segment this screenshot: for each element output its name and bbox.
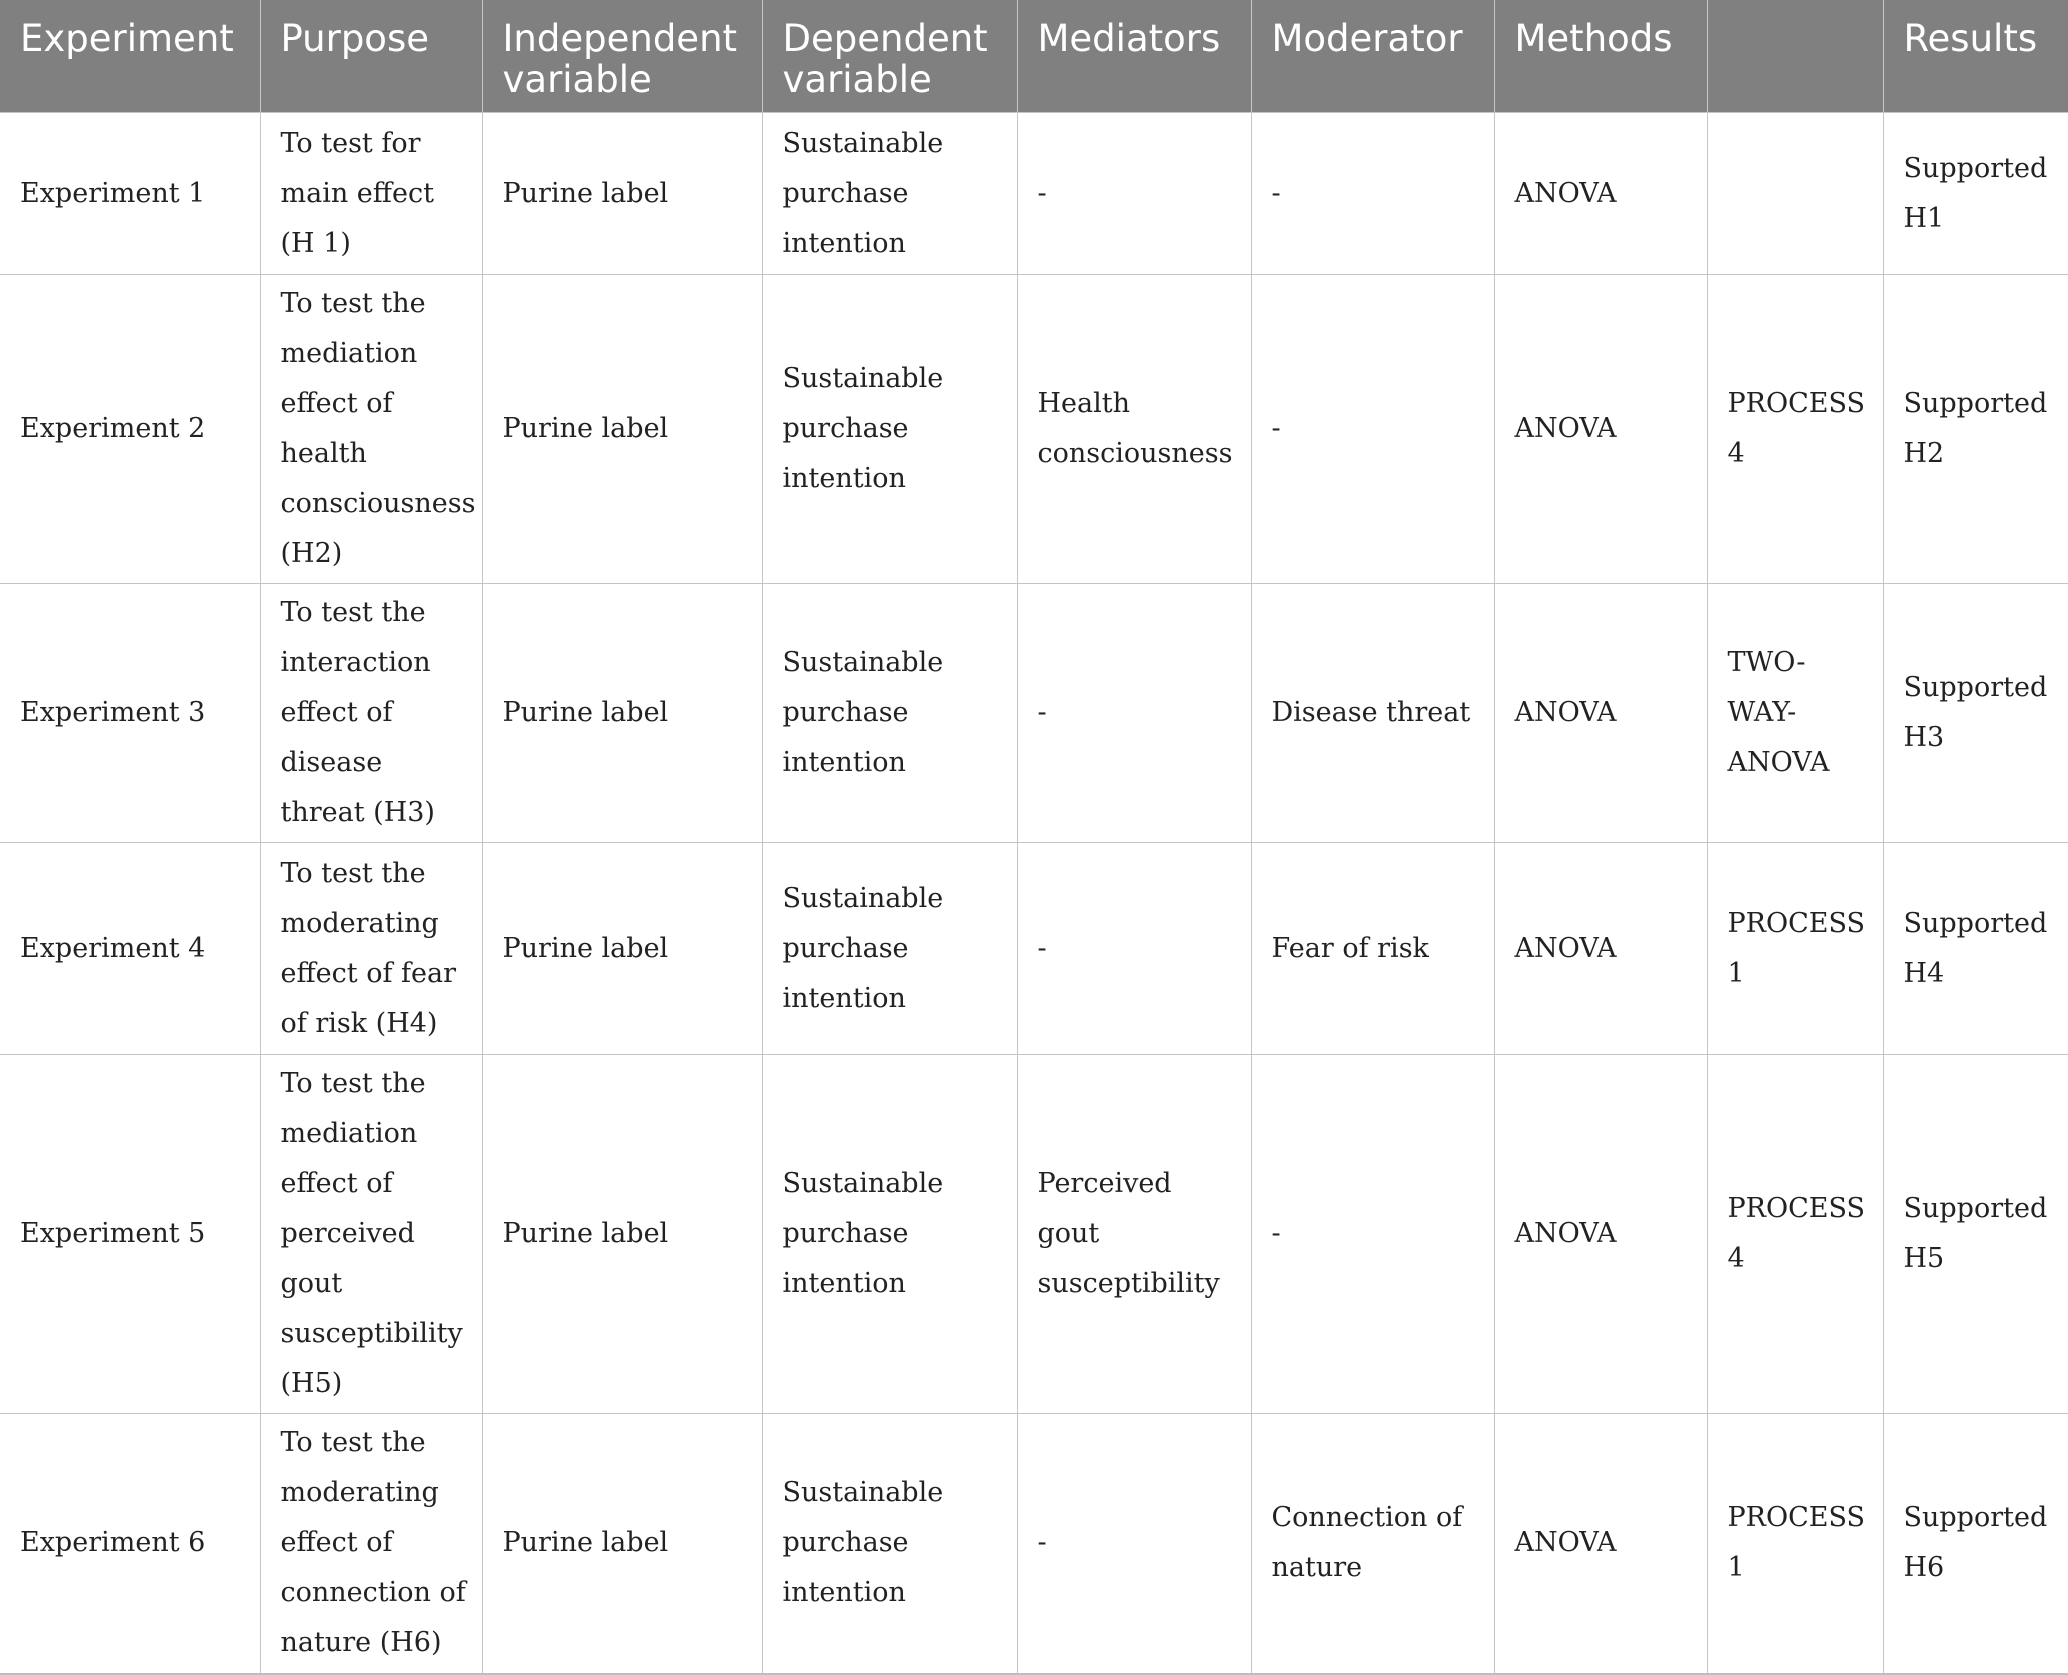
table-row: [0, 1055, 2068, 1414]
cell-independent-variable: Purine label: [482, 113, 762, 275]
cell-experiment: Experiment 4: [0, 843, 260, 1055]
cell-methods-extra: PROCESS 1: [1707, 843, 1883, 1055]
cell-mediators: -: [1017, 843, 1251, 1055]
cell-dependent-variable: Sustainable purchase intention: [762, 843, 1017, 1055]
cell-purpose: To test the moderating effect of fear of risk (H4): [260, 843, 482, 1055]
header-purpose: Purpose: [260, 0, 482, 113]
table-row: [0, 584, 2068, 843]
cell-mediators: Perceived gout susceptibility: [1017, 1055, 1251, 1414]
cell-results: Supported H1: [1883, 113, 2068, 275]
cell-experiment: Experiment 1: [0, 113, 260, 275]
cell-moderator: -: [1251, 1055, 1494, 1414]
cell-methods-extra: PROCESS 1: [1707, 1414, 1883, 1674]
cell-methods-extra: PROCESS 4: [1707, 1055, 1883, 1414]
cell-methods-extra: TWO-WAY-ANOVA: [1707, 584, 1883, 843]
cell-independent-variable: Purine label: [482, 843, 762, 1055]
cell-results: Supported H6: [1883, 1414, 2068, 1674]
header-independent-variable: Independent variable: [482, 0, 762, 113]
cell-mediators: -: [1017, 113, 1251, 275]
table-row: [0, 843, 2068, 1055]
cell-experiment: Experiment 3: [0, 584, 260, 843]
cell-purpose: To test the moderating effect of connection of nature (H6): [260, 1414, 482, 1674]
table-header: [0, 0, 2068, 113]
cell-methods: ANOVA: [1494, 584, 1707, 843]
cell-methods: ANOVA: [1494, 1055, 1707, 1414]
cell-mediators: -: [1017, 584, 1251, 843]
header-methods-extra: [1707, 0, 1883, 113]
cell-purpose: To test the interaction effect of disease threat (H3): [260, 584, 482, 843]
cell-methods-extra: [1707, 113, 1883, 275]
cell-mediators: Health consciousness: [1017, 275, 1251, 584]
header-moderator: Moderator: [1251, 0, 1494, 113]
header-results: Results: [1883, 0, 2068, 113]
cell-dependent-variable: Sustainable purchase intention: [762, 1414, 1017, 1674]
header-experiment: Experiment: [0, 0, 260, 113]
cell-methods: ANOVA: [1494, 113, 1707, 275]
table-row: [0, 113, 2068, 275]
cell-experiment: Experiment 2: [0, 275, 260, 584]
cell-results: Supported H2: [1883, 275, 2068, 584]
cell-moderator: -: [1251, 275, 1494, 584]
cell-moderator: Disease threat: [1251, 584, 1494, 843]
cell-moderator: -: [1251, 113, 1494, 275]
cell-moderator: Fear of risk: [1251, 843, 1494, 1055]
header-methods: Methods: [1494, 0, 1707, 113]
cell-experiment: Experiment 6: [0, 1414, 260, 1674]
table-body: [0, 113, 2068, 1674]
cell-dependent-variable: Sustainable purchase intention: [762, 113, 1017, 275]
cell-results: Supported H5: [1883, 1055, 2068, 1414]
cell-independent-variable: Purine label: [482, 275, 762, 584]
cell-purpose: To test for main effect (H 1): [260, 113, 482, 275]
cell-mediators: -: [1017, 1414, 1251, 1674]
cell-methods: ANOVA: [1494, 1414, 1707, 1674]
cell-dependent-variable: Sustainable purchase intention: [762, 584, 1017, 843]
cell-moderator: Connection of nature: [1251, 1414, 1494, 1674]
cell-independent-variable: Purine label: [482, 1055, 762, 1414]
cell-experiment: Experiment 5: [0, 1055, 260, 1414]
cell-independent-variable: Purine label: [482, 1414, 762, 1674]
cell-results: Supported H4: [1883, 843, 2068, 1055]
cell-methods: ANOVA: [1494, 275, 1707, 584]
cell-independent-variable: Purine label: [482, 584, 762, 843]
cell-dependent-variable: Sustainable purchase intention: [762, 275, 1017, 584]
cell-methods: ANOVA: [1494, 843, 1707, 1055]
table-row: [0, 275, 2068, 584]
cell-dependent-variable: Sustainable purchase intention: [762, 1055, 1017, 1414]
table-row: [0, 1414, 2068, 1674]
cell-purpose: To test the mediation effect of health consciousness (H2): [260, 275, 482, 584]
cell-results: Supported H3: [1883, 584, 2068, 843]
header-row: [0, 0, 2068, 113]
cell-purpose: To test the mediation effect of perceived gout susceptibility (H5): [260, 1055, 482, 1414]
header-mediators: Mediators: [1017, 0, 1251, 113]
cell-methods-extra: PROCESS 4: [1707, 275, 1883, 584]
header-dependent-variable: Dependent variable: [762, 0, 1017, 113]
